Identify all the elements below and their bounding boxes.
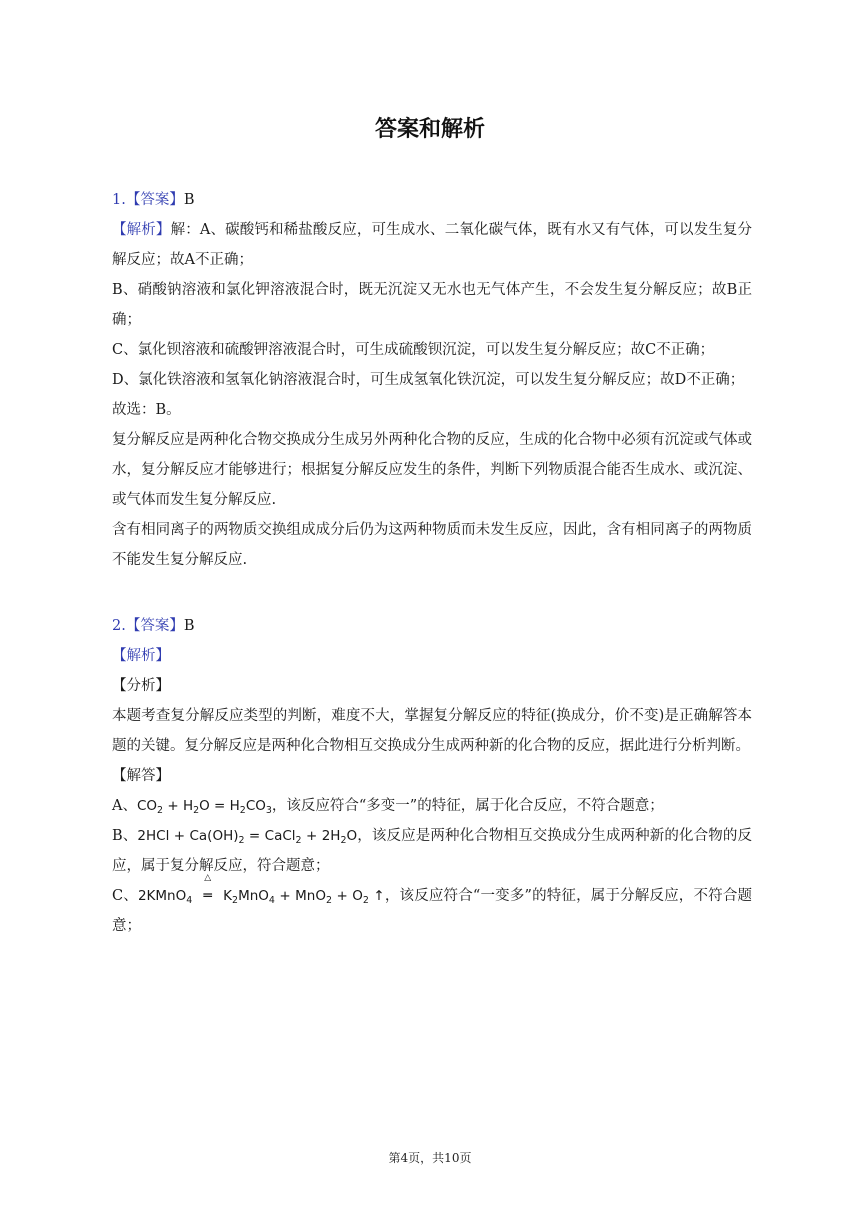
heating-condition-icon: △ ═ [203,873,212,904]
q2-option-b-text: ，该反应是两种化合物相互交换成分生成两种新的化合物的反应，属于复分解反应，符合题意； [112,828,753,874]
q1-analysis-text-0: 解：A、碳酸钙和稀盐酸反应，可生成水、二氧化碳气体，既有水又有气体，可以发生复分解反应；故A不正确； [112,222,753,268]
equation-a: $CO_2 + H_2O = H_2CO_3$ [136,798,272,816]
q2-fenxi-tag: 【分析】 [112,678,170,694]
q1-analysis-line-5: 复分解反应是两种化合物交换成分生成另外两种化合物的反应，生成的化合物中必须有沉淀或气体或水，复分解反应才能够进行；根据复分解反应发生的条件，判断下列物质混合能否生成水、或沉淀、或气体而发生复分解反应. [112,432,752,508]
q2-option-c-text: ，该反应符合“一变多”的特征，属于分解反应，不符合题意； [112,888,752,934]
q2-answer-line [112,611,752,641]
q1-answer-tag: 【答案】 [125,192,184,208]
q1-analysis-line-0 [112,215,752,275]
q2-answer: B [183,618,195,634]
q2-option-c [112,873,752,941]
q1-analysis-line-2: C、氯化钡溶液和硫酸钾溶液混合时，可生成硫酸钡沉淀，可以发生复分解反应；故C不正确； [112,342,715,358]
q1-answer: B [183,192,195,208]
q2-option-a-prefix: A、 [112,798,137,814]
q2-option-c-prefix: C、 [112,888,138,904]
q2-analysis-tag: 【解析】 [112,648,170,664]
q1-analysis-line-6: 含有相同离子的两物质交换组成成分后仍为这两种物质而未发生反应，因此，含有相同离子的两物质不能发生复分解反应. [112,522,752,568]
q1-analysis-line-4: 故选：B。 [112,402,181,418]
q1-analysis-tag: 【解析】 [112,222,171,238]
answer-content [112,185,752,941]
q1-analysis-line-3: D、氯化铁溶液和氢氧化钠溶液混合时，可生成氢氧化铁沉淀，可以发生复分解反应；故D不正确； [112,372,745,388]
equation-b: $2HCl + Ca(OH)_2$ = CaCl$_2$ + $2H_2O$ [137,828,358,846]
q1-analysis-line-1: B、硝酸钠溶液和氯化钾溶液混合时，既无沉淀又无水也无气体产生，不会发生复分解反应；故B正确； [112,282,752,328]
q2-option-a-text: ，该反应符合“多变一”的特征，属于化合反应，不符合题意； [271,798,664,814]
q2-option-b [112,821,752,881]
q2-option-b-prefix: B、 [112,828,138,844]
equation-c: 2KMnO$_4$ △ ═ $K_2MnO_4 + MnO_2 + O_2$ ↑ [138,888,385,904]
page-title: 答案和解析 [374,117,485,142]
q2-number: 2. [112,618,126,634]
q2-fenxi-text: 本题考查复分解反应类型的判断，难度不大，掌握复分解反应的特征(换成分，价不变)是正确解答本题的关键。复分解反应是两种化合物相互交换成分生成两种新的化合物的反应，据此进行分析判断。 [112,708,752,754]
q2-answer-tag: 【答案】 [125,618,184,634]
page-footer: 第4页，共10页 [388,1151,472,1165]
q2-option-a [112,791,752,821]
q1-answer-line [112,185,752,215]
q2-jieda-tag: 【解答】 [112,768,170,784]
q1-number: 1. [112,192,126,208]
